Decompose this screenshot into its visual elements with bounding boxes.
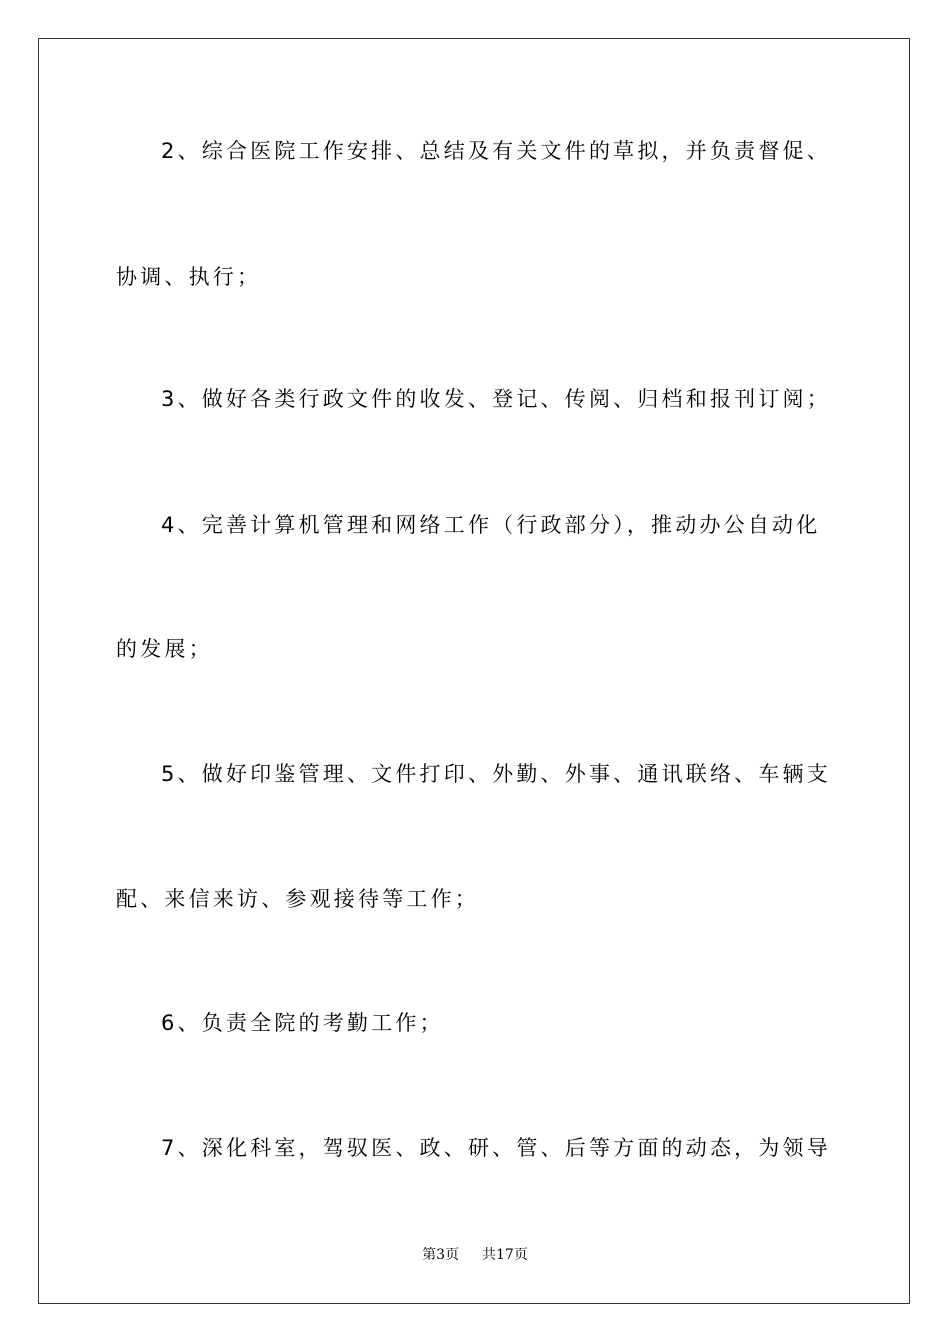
paragraph-line-item-5-continued: 配、来信来访、参观接待等工作； [116, 887, 479, 911]
paragraph-line-item-7: 7、深化科室，驾驭医、政、研、管、后等方面的动态，为领导 [161, 1136, 831, 1160]
page-number-total: 共17页 [482, 1247, 528, 1263]
page-number-current: 第3页 [422, 1247, 460, 1263]
paragraph-line-item-3: 3、做好各类行政文件的收发、登记、传阅、归档和报刊订阅； [161, 387, 831, 411]
paragraph-line-item-2-continued: 协调、执行； [116, 265, 262, 289]
page-border [38, 38, 910, 1304]
paragraph-line-item-4-continued: 的发展； [116, 637, 213, 661]
paragraph-line-item-4: 4、完善计算机管理和网络工作（行政部分），推动办公自动化 [161, 513, 821, 537]
paragraph-line-item-6: 6、负责全院的考勤工作； [161, 1011, 444, 1035]
paragraph-line-item-2: 2、综合医院工作安排、总结及有关文件的草拟，并负责督促、 [161, 139, 831, 163]
paragraph-line-item-5: 5、做好印鉴管理、文件打印、外勤、外事、通讯联络、车辆支 [161, 762, 831, 786]
page-footer [0, 1246, 950, 1264]
